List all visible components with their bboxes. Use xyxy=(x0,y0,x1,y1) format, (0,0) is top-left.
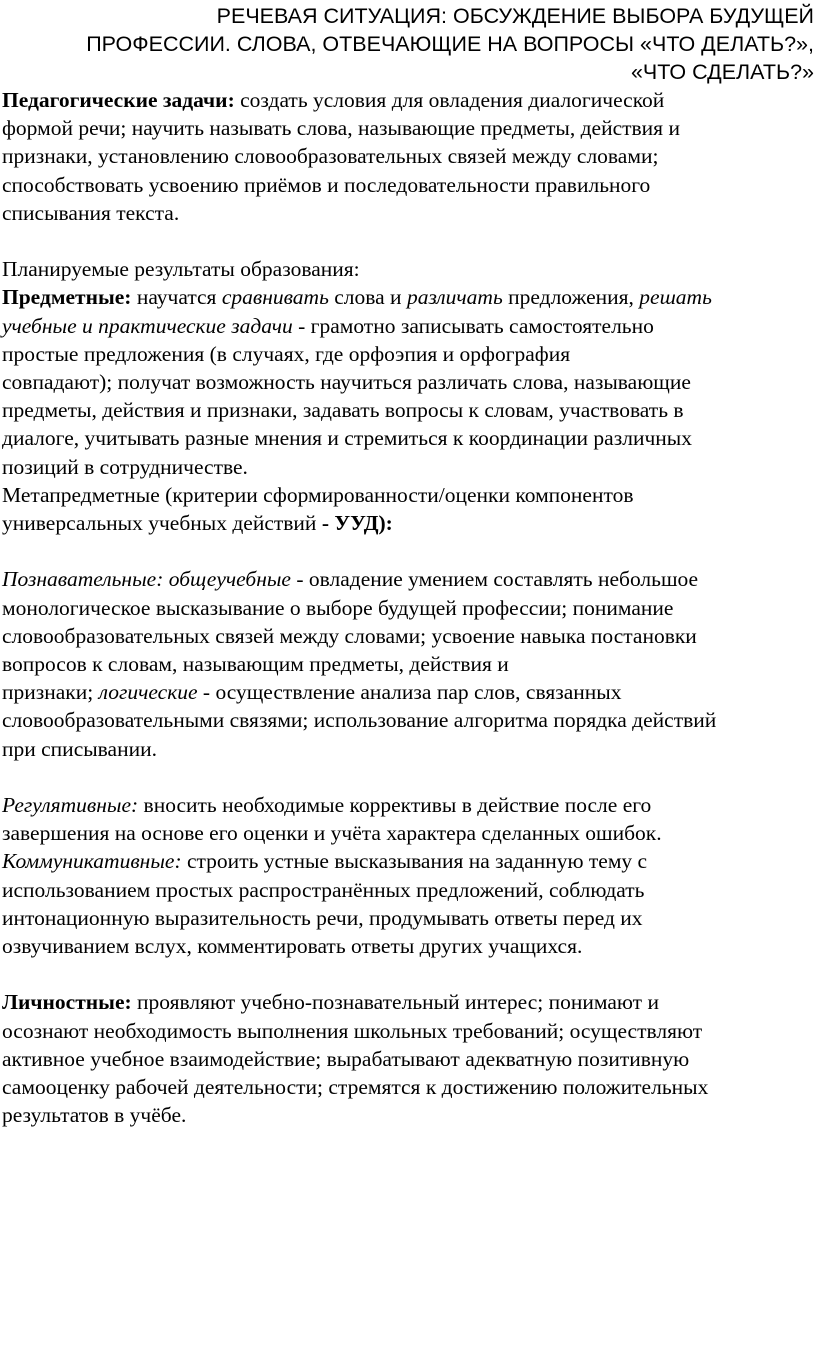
text: вносить необходимые коррективы в действие после его xyxy=(138,793,652,818)
text: интонационную выразительность речи, продумывать ответы перед их xyxy=(2,905,643,930)
text: - грамотно записывать самостоятельно xyxy=(292,313,654,338)
text: признаки, установлению словообразовательных связей между словами; xyxy=(2,144,659,169)
text: при списывании. xyxy=(2,736,157,761)
logical-label: логические xyxy=(98,680,198,705)
text: самооценку рабочей деятельности; стремятся к достижению положительных xyxy=(2,1075,709,1100)
text: - осуществление анализа пар слов, связанных xyxy=(197,680,622,705)
text: слова и xyxy=(328,285,407,310)
text: предметы, действия и признаки, задавать вопросы к словам, участвовать в xyxy=(2,398,684,423)
text: результатов в учёбе. xyxy=(2,1103,187,1128)
cognitive-label: Познавательные: общеучебные xyxy=(2,567,291,592)
text: использованием простых распространённых предложений, соблюдать xyxy=(2,877,645,902)
text: решать xyxy=(639,285,712,310)
results-heading xyxy=(2,255,816,283)
text: осознают необходимость выполнения школьных требований; осуществляют xyxy=(2,1018,703,1043)
text: диалоге, учитывать разные мнения и стремиться к координации различных xyxy=(2,426,692,451)
title-line-2: ПРОФЕССИИ. СЛОВА, ОТВЕЧАЮЩИЕ НА ВОПРОСЫ «ЧТО ДЕЛАТЬ?», xyxy=(86,32,814,56)
spacer xyxy=(2,227,816,255)
text: проявляют учебно-познавательный интерес; понимают и xyxy=(131,990,659,1015)
subject-label: Предметные: xyxy=(2,285,132,310)
document-body xyxy=(0,86,816,1129)
regulatory-label: Регулятивные: xyxy=(2,793,139,818)
cognitive-results xyxy=(2,565,816,762)
text: предложения, xyxy=(502,285,640,310)
subject-results xyxy=(2,283,816,480)
text: совпадают); получат возможность научиться различать слова, называющие xyxy=(2,370,691,395)
text: формой речи; научить называть слова, называющие предметы, действия и xyxy=(2,116,680,141)
text: создать условия для овладения диалогической xyxy=(234,88,665,112)
text: Метапредметные (критерии сформированности/оценки компонентов xyxy=(2,482,634,507)
text: научатся xyxy=(131,285,222,310)
spacer xyxy=(2,960,816,988)
regulatory-results xyxy=(2,791,816,847)
text: Планируемые результаты образования: xyxy=(2,257,360,282)
text: строить устные высказывания на заданную тему с xyxy=(181,849,648,874)
text: - овладение умением составлять небольшое xyxy=(290,567,699,592)
spacer xyxy=(2,537,816,565)
text: универсальных учебных действий xyxy=(2,511,322,536)
personal-results xyxy=(2,988,816,1129)
text: сравнивать xyxy=(221,285,329,310)
text: различать xyxy=(406,285,503,310)
metasubject-results xyxy=(2,481,816,537)
pedagogical-tasks xyxy=(2,86,816,227)
text: учебные и практические задачи xyxy=(2,313,293,338)
communicative-results xyxy=(2,847,816,960)
title-line-1: РЕЧЕВАЯ СИТУАЦИЯ: ОБСУЖДЕНИЕ ВЫБОРА БУДУЩЕЙ xyxy=(216,4,814,28)
text: вопросов к словам, называющим предметы, действия и xyxy=(2,652,509,677)
text: активное учебное взаимодействие; вырабатывают адекватную позитивную xyxy=(2,1046,690,1071)
text: завершения на основе его оценки и учёта характера сделанных ошибок. xyxy=(2,821,662,846)
personal-label: Личностные: xyxy=(2,990,132,1015)
text: монологическое высказывание о выборе будущей профессии; понимание xyxy=(2,595,674,620)
spacer xyxy=(2,763,816,791)
text: словообразовательными связями; использование алгоритма порядка действий xyxy=(2,708,717,733)
text: способствовать усвоению приёмов и последовательности правильного xyxy=(2,172,651,197)
page-title xyxy=(0,0,816,86)
communicative-label: Коммуникативные: xyxy=(2,849,182,874)
text: списывания текста. xyxy=(2,200,180,225)
title-line-3: «ЧТО СДЕЛАТЬ?» xyxy=(630,60,814,84)
text: словообразовательных связей между словами; усвоение навыка постановки xyxy=(2,623,697,648)
text: позиций в сотрудничестве. xyxy=(2,454,248,479)
text: признаки; xyxy=(2,680,99,705)
pedagogical-tasks-label: Педагогические задачи: xyxy=(2,88,235,112)
text: озвучиванием вслух, комментировать ответы других учащихся. xyxy=(2,934,583,959)
text: простые предложения (в случаях, где орфоэпия и орфография xyxy=(2,341,571,366)
text: - УУД): xyxy=(321,511,393,536)
